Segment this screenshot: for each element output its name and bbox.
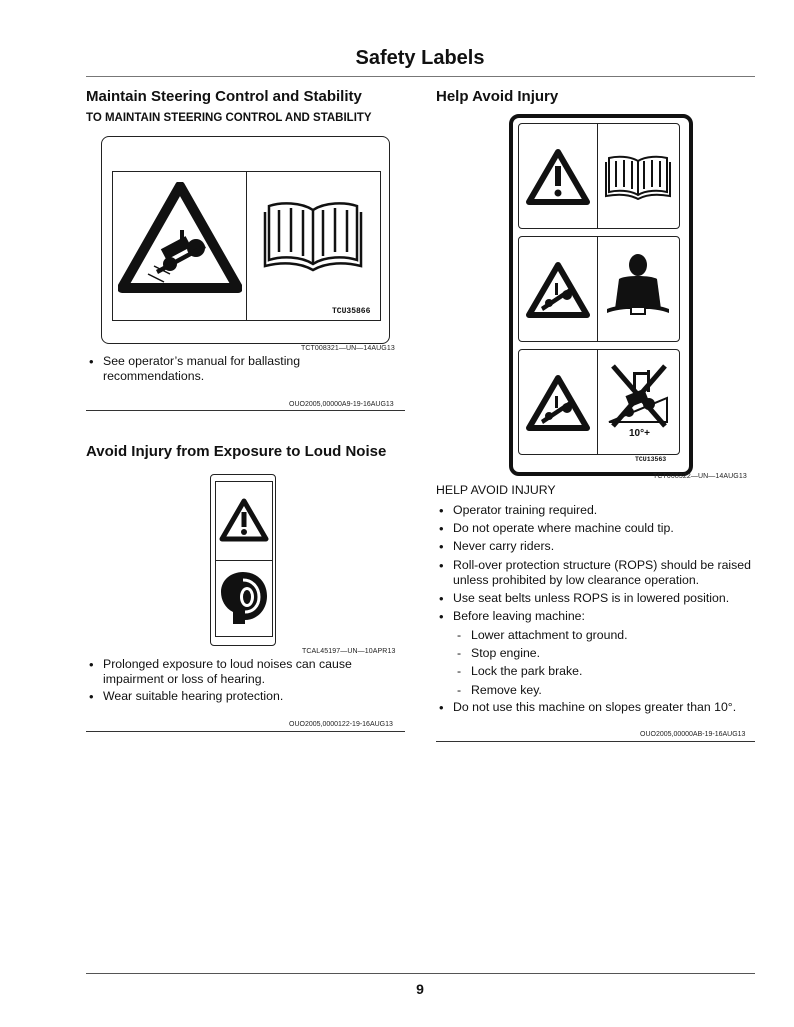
steering-subheading: TO MAINTAIN STEERING CONTROL AND STABILITY [86,112,372,124]
list-item: - Lock the park brake. [453,662,733,680]
hearing-protection-icon [219,570,269,626]
injury-dash-list [453,626,733,699]
list-item: - Lower attachment to ground. [453,626,733,644]
operator-manual-icon [605,154,671,200]
seat-belt-operator-icon [605,253,671,329]
list-item: • Prolonged exposure to loud noises can cause impairment or loss of hearing. [86,657,386,687]
steering-heading: Maintain Steering Control and Stability [86,88,362,105]
steering-figure-code: TCT008321—UN—14AUG13 [301,345,395,352]
list-item: • Never carry riders. [436,539,756,554]
injury-section-rule [436,741,755,742]
injury-figure-code: TCT008322—UN—14AUG13 [653,473,747,480]
slope-angle-text: 10°+ [629,428,650,439]
injury-subheading: HELP AVOID INJURY [436,483,556,497]
injury-bullet-list [436,503,756,624]
steering-decal-panels [112,171,381,321]
noise-decal-panels [215,481,273,637]
no-steep-slope-icon [605,362,671,432]
list-item: • Roll-over protection structure (ROPS) should be raised unless prohibited by low clearance operation. [436,558,756,588]
list-item: • Do not use this machine on slopes greater than 10°. [436,700,766,715]
list-item: - Remove key. [453,681,733,699]
warning-triangle-icon [219,498,269,542]
list-item: • See operator’s manual for ballasting recommendations. [86,354,326,384]
noise-safety-decal [210,474,276,646]
injury-slope-bullet [436,700,766,715]
page-number: 9 [416,981,424,997]
list-item: • Operator training required. [436,503,756,518]
steering-safety-decal [101,136,390,344]
noise-bullet-list [86,657,386,705]
list-item: • Wear suitable hearing protection. [86,689,386,704]
operator-manual-icon [263,200,363,272]
injury-decal-row-2 [518,236,680,342]
tractor-rollover-icon [118,182,242,294]
injury-heading: Help Avoid Injury [436,88,559,105]
injury-decal-row-3 [518,349,680,455]
list-item: - Stop engine. [453,644,733,662]
steering-decal-code: TCU35866 [332,307,371,316]
tractor-rollover-icon [525,374,591,432]
noise-section-rule [86,731,405,732]
injury-decal-code: TCU13563 [635,456,667,463]
injury-safety-decal [509,114,693,476]
panel-divider [597,237,598,341]
noise-heading: Avoid Injury from Exposure to Loud Noise [86,443,387,460]
page-title: Safety Labels [355,47,485,69]
footer-divider [86,973,755,974]
panel-divider [246,172,247,320]
panel-divider [597,124,598,228]
injury-ref-code: OUO2005,00000AB-19-16AUG13 [640,731,746,738]
panel-divider [216,560,272,561]
steering-bullet-list [86,354,326,384]
tractor-rollover-icon [525,261,591,319]
steering-section-rule [86,410,405,411]
injury-decal-row-1 [518,123,680,229]
noise-ref-code: OUO2005,0000122-19-16AUG13 [289,721,393,728]
list-item: • Before leaving machine: [436,609,756,624]
noise-figure-code: TCAL45197—UN—10APR13 [302,648,396,655]
warning-triangle-icon [525,148,591,206]
steering-ref-code: OUO2005,00000A9-19-16AUG13 [289,401,394,408]
panel-divider [597,350,598,454]
title-divider [86,76,755,77]
list-item: • Do not operate where machine could tip. [436,521,756,536]
list-item: • Use seat belts unless ROPS is in lowered position. [436,591,756,606]
